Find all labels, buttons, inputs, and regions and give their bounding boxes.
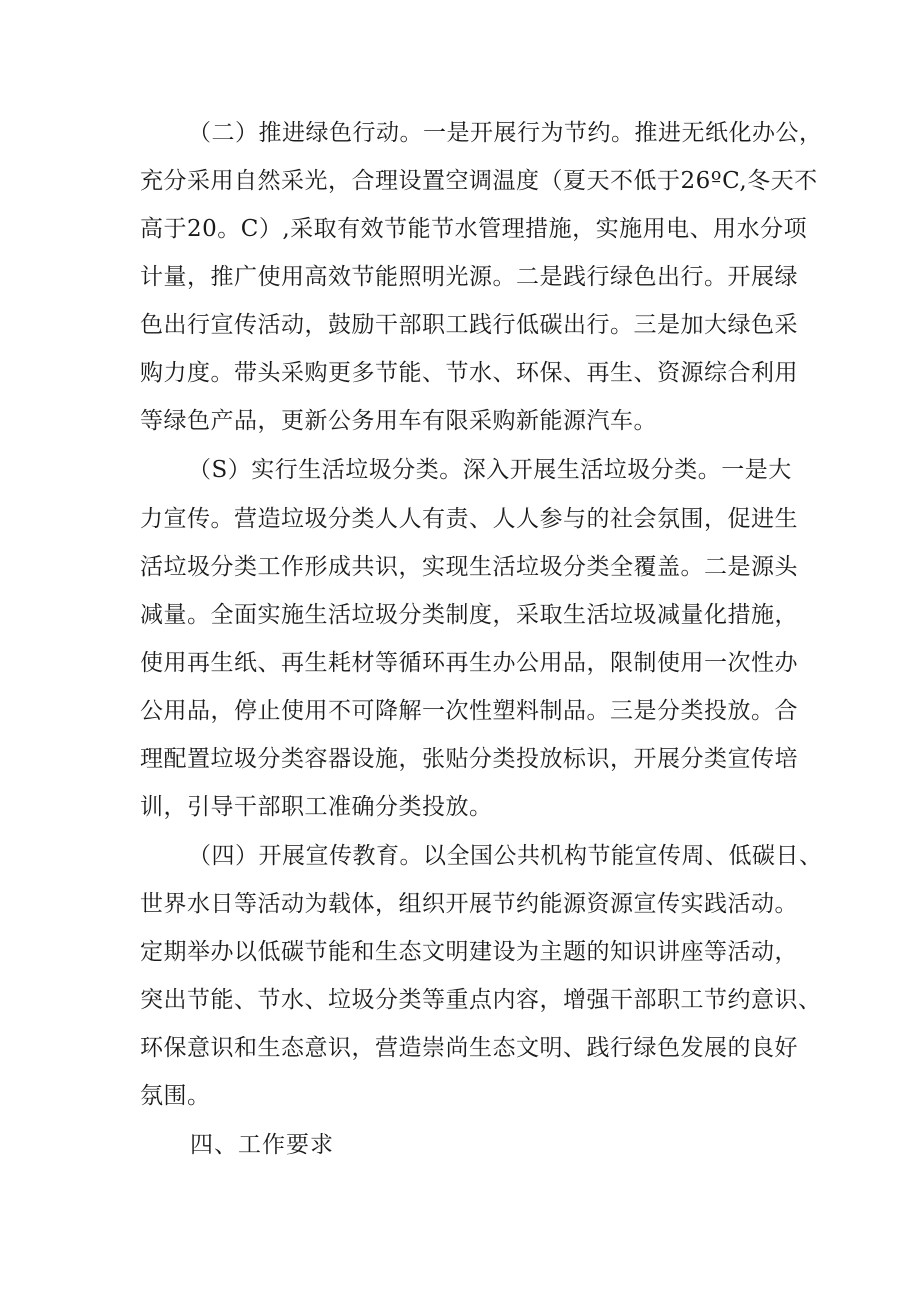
- section-heading: 四、工作要求: [190, 1132, 334, 1158]
- paragraph-line: 理配置垃圾分类容器设施，张贴分类投放标识，开展分类宣传培: [140, 746, 798, 772]
- paragraph-line: 减量。全面实施生活垃圾分类制度，采取生活垃圾减量化措施，: [140, 602, 798, 628]
- paragraph-line: （二）推进绿色行动。一是开展行为节约。推进无纸化办公，: [188, 120, 823, 146]
- paragraph-line: （S）实行生活垃圾分类。深入开展生活垃圾分类。一是大: [188, 457, 792, 483]
- paragraph-line: 公用品，停止使用不可降解一次性塑料制品。三是分类投放。合: [140, 698, 798, 724]
- paragraph-line: 定期举办以低碳节能和生态文明建设为主题的知识讲座等活动，: [140, 939, 798, 965]
- paragraph-line: 突出节能、节水、垃圾分类等重点内容，增强干部职工节约意识、: [140, 987, 822, 1013]
- paragraph-line: 色出行宣传活动，鼓励干部职工践行低碳出行。三是加大绿色采: [140, 312, 798, 338]
- paragraph-line: 氛围。: [140, 1083, 211, 1109]
- paragraph-line: 训，引导干部职工准确分类投放。: [140, 794, 493, 820]
- paragraph-line: 环保意识和生态意识，营造崇尚生态文明、践行绿色发展的良好: [140, 1035, 798, 1061]
- paragraph-line: 使用再生纸、再生耗材等循环再生办公用品，限制使用一次性办: [140, 650, 798, 676]
- paragraph-line: 等绿色产品，更新公务用车有限采购新能源汽车。: [140, 408, 657, 434]
- paragraph-line: 购力度。带头采购更多节能、节水、环保、再生、资源综合利用: [140, 360, 798, 386]
- paragraph-line: 计量，推广使用高效节能照明光源。二是践行绿色出行。开展绿: [140, 264, 798, 290]
- paragraph-line: 充分采用自然采光，合理设置空调温度（夏天不低于26ºC,冬天不: [140, 168, 818, 194]
- paragraph-line: （四）开展宣传教育。以全国公共机构节能宣传周、低碳日、: [188, 843, 823, 869]
- paragraph-line: 高于20。C）,采取有效节能节水管理措施，实施用电、用水分项: [140, 216, 808, 242]
- paragraph-line: 力宣传。营造垃圾分类人人有责、人人参与的社会氛围，促进生: [140, 506, 798, 532]
- paragraph-line: 活垃圾分类工作形成共识，实现生活垃圾分类全覆盖。二是源头: [140, 554, 798, 580]
- paragraph-line: 世界水日等活动为载体，组织开展节约能源资源宣传实践活动。: [140, 891, 798, 917]
